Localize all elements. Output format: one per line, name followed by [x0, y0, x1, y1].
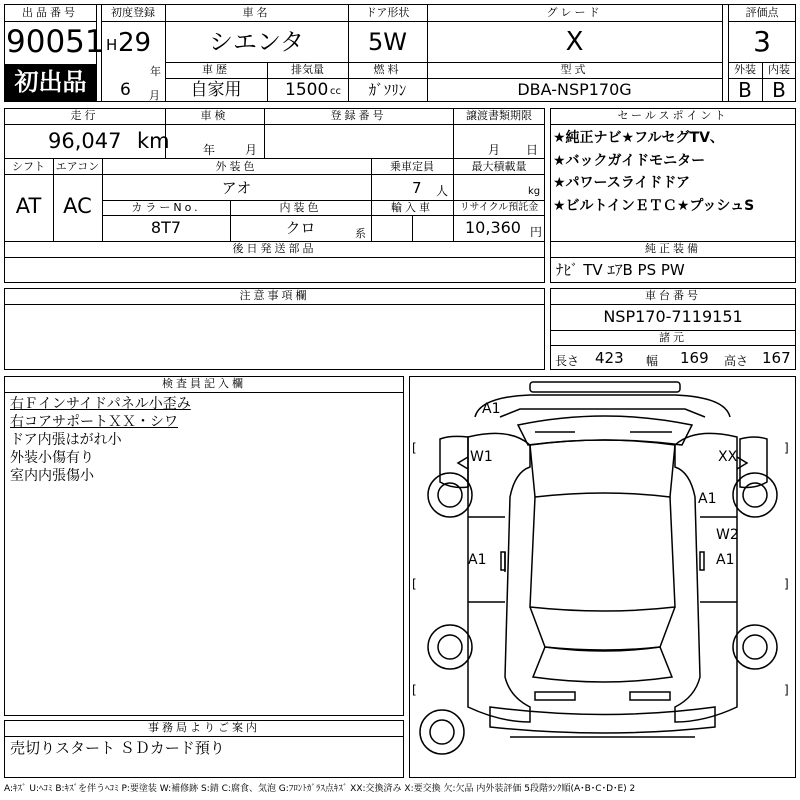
- equipment-label: 純正装備: [645, 242, 701, 255]
- bracket-right-top: ]: [784, 441, 789, 455]
- mileage-label: 走行: [70, 109, 99, 122]
- car-name-label: 車名: [242, 6, 271, 19]
- bracket-left-mid: [: [412, 577, 417, 591]
- door-label: ドア形状: [365, 6, 410, 19]
- chassis-number-label: 車台番号: [645, 289, 701, 302]
- interior-color: クロ: [285, 219, 316, 237]
- damage-mark-right-door-1: W2: [716, 527, 739, 543]
- bracket-left-top: [: [412, 441, 417, 455]
- color-number: 8T7: [150, 218, 182, 237]
- transfer-deadline-label: 譲渡書類期限: [466, 109, 532, 122]
- registration-year: 29: [118, 28, 152, 58]
- capacity-label: 乗車定員: [390, 160, 434, 173]
- bracket-right-bottom: ]: [784, 683, 789, 697]
- ac-label: エアコン: [55, 160, 100, 173]
- recycle-deposit-label: リサイクル預託金: [459, 202, 539, 213]
- displacement: 1500: [285, 80, 329, 100]
- first-registration-label: 初度登録: [111, 6, 155, 19]
- damage-mark-front-bumper: A1: [482, 401, 501, 417]
- interior-grade: B: [772, 78, 786, 102]
- score: 3: [753, 25, 771, 58]
- legend: A:ｷｽﾞ U:ﾍｺﾐ B:ｷｽﾞを伴うﾍｺﾐ P:要塗装 W:補修跡 S:錆 C:腐食、気泡 G:ﾌﾛﾝﾄｶﾞﾗｽ点ｷｽﾞ XX:交換済み X:要交換 欠:欠品 内外装評価 5段階ﾗﾝｸ順(A･B･C･D･E) 2: [4, 784, 636, 794]
- door-type: 5W: [368, 28, 407, 56]
- bracket-left-bottom: [: [412, 683, 417, 697]
- later-parts-label: 後日発送部品: [232, 242, 317, 255]
- import-label: 輸入車: [391, 201, 433, 214]
- length: 423: [595, 349, 624, 367]
- inspector-note-2: 右コアサポートＸＸ・シワ: [10, 414, 178, 430]
- inspector-label: 検査員記入欄: [162, 377, 246, 390]
- sales-point-1: ★純正ナビ★フルセグTV、: [553, 130, 724, 146]
- interior-grade-label: 内装: [768, 63, 790, 76]
- history: 自家用: [190, 80, 242, 100]
- inspection-year-unit: 年: [203, 143, 216, 157]
- height: 167: [762, 349, 791, 367]
- chassis-number: NSP170-7119151: [603, 307, 743, 326]
- bracket-right-mid: ]: [784, 577, 789, 591]
- inspector-note-1: 右Ｆインサイドパネル小歪み: [10, 396, 191, 412]
- history-label: 車歴: [202, 63, 230, 76]
- capacity-unit: 人: [436, 184, 449, 198]
- transfer-day-unit: 日: [526, 143, 539, 157]
- caution-label: 注意事項欄: [239, 289, 310, 302]
- inspection-label: 車検: [200, 109, 229, 122]
- registration-month: 6: [120, 80, 131, 100]
- year-unit: 年: [150, 65, 161, 78]
- max-load-unit: kg: [528, 186, 541, 197]
- mileage-unit: km: [137, 129, 170, 153]
- inspector-note-3: ドア内張はがれ小: [10, 432, 122, 448]
- score-label: 評価点: [745, 6, 779, 19]
- exterior-grade-label: 外装: [734, 63, 756, 76]
- car-outline: [410, 377, 795, 777]
- recycle-deposit: 10,360: [465, 218, 521, 237]
- equipment: ﾅﾋﾞ TV ｴｱB PS PW: [556, 261, 685, 279]
- mileage: 96,047: [48, 129, 122, 153]
- model-label: 型式: [560, 63, 589, 76]
- color-number-label: カラーNo.: [131, 201, 201, 214]
- car-name: シエンタ: [208, 28, 305, 56]
- sales-point-3: ★パワースライドドア: [553, 175, 691, 191]
- damage-mark-right-door-2: A1: [716, 552, 735, 568]
- shift: AT: [15, 194, 42, 218]
- grade: X: [565, 27, 584, 57]
- displacement-unit: cc: [330, 86, 341, 97]
- width-label: 幅: [646, 354, 659, 368]
- dimensions-label: 諸元: [659, 331, 687, 344]
- car-diagram: [409, 376, 796, 778]
- length-label: 長さ: [555, 354, 580, 368]
- interior-color-label: 内装色: [279, 201, 322, 214]
- lot-number: 90051: [6, 24, 105, 60]
- max-load-label: 最大積載量: [471, 160, 527, 173]
- damage-mark-left-door: A1: [468, 552, 487, 568]
- lot-number-label: 出品番号: [22, 6, 78, 19]
- interior-color-unit: 系: [355, 227, 366, 240]
- damage-mark-left-front: W1: [470, 449, 493, 465]
- inspector-note-4: 外装小傷有り: [10, 450, 94, 466]
- month-unit: 月: [149, 89, 160, 102]
- width: 169: [680, 349, 709, 367]
- capacity: 7: [412, 179, 422, 197]
- inspector-note-5: 室内内張傷小: [10, 468, 94, 484]
- sales-point-4: ★ビルトインＥＴＣ★プッシュS: [553, 198, 755, 214]
- damage-mark-right-fender: A1: [698, 491, 717, 507]
- height-label: 高さ: [724, 354, 749, 368]
- shift-label: シフト: [12, 160, 45, 173]
- model-code: DBA-NSP170G: [517, 80, 632, 99]
- era-letter: H: [106, 36, 118, 54]
- air-conditioner: AC: [63, 194, 92, 218]
- first-listing-badge: 初出品: [5, 64, 96, 101]
- plate-number-label: 登録番号: [330, 109, 387, 122]
- grade-label: グレード: [546, 6, 603, 19]
- damage-mark-right-front: XX: [718, 449, 738, 465]
- transfer-month-unit: 月: [488, 143, 501, 157]
- office-label: 事務局よりご案内: [148, 721, 260, 734]
- office-notice: 売切りスタート ＳＤカード預り: [10, 739, 225, 757]
- exterior-grade: B: [738, 78, 752, 102]
- fuel: ｶﾞｿﾘﾝ: [368, 81, 407, 99]
- sales-point-2: ★バックガイドモニター: [553, 153, 706, 169]
- inspection-month-unit: 月: [245, 143, 258, 157]
- recycle-deposit-unit: 円: [530, 225, 543, 239]
- fuel-label: 燃料: [373, 63, 402, 76]
- exterior-color: アオ: [221, 179, 252, 197]
- sales-points-label: セールスポイント: [617, 109, 729, 122]
- exterior-color-label: 外装色: [215, 160, 258, 173]
- displacement-label: 排気量: [291, 63, 324, 76]
